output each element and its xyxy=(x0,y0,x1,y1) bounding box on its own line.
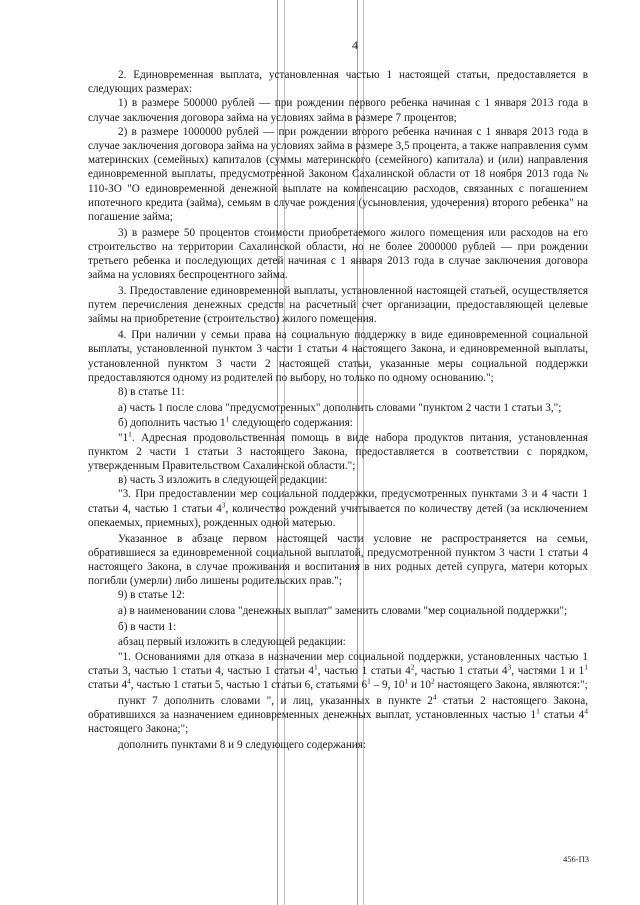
text-run: статьи 4 xyxy=(539,708,585,721)
paragraph: абзац первый изложить в следующей редакции: xyxy=(118,636,346,649)
paragraph: в) часть 3 изложить в следующей редакции: xyxy=(118,474,328,487)
paragraph: 1) в размере 500000 рублей — при рождении первого ребенка начиная с 1 января 2013 года в случае заключения договора займа на условиях займа в размере 7 процентов; xyxy=(88,97,588,124)
text-run: , частью 1 статьи 4 xyxy=(317,664,411,677)
text-run: статьи 4 xyxy=(88,679,128,692)
paragraph: 3) в размере 50 процентов стоимости приобретаемого жилого помещения или расходов на его строительство на территории Сахалинской области, но не более 2000000 рублей — при рождении третьего ребенка и последующих детей начиная с 1 января 2013 года в случае заключения договора займа на условиях беспроцентного займа. xyxy=(88,226,588,282)
superscript: 4 xyxy=(127,676,131,686)
superscript: 1 xyxy=(225,414,230,424)
paragraph: 3. Предоставление единовременной выплаты, установленной настоящей статьей, осуществляется путем перечисления денежных средств на расчетный счет организации, предоставляющей целевые займы на приобретение (строительство) жилого помещения. xyxy=(88,285,588,326)
text-run: , частью 1 статьи 4 xyxy=(414,664,508,677)
text-run: и 10 xyxy=(408,679,431,692)
text-run: пункт 7 дополнить словами ", и лиц, указанных в пункте 2 xyxy=(118,694,433,707)
paragraph: дополнить пунктами 8 и 9 следующего содержания: xyxy=(118,738,367,751)
text-run: "1. Основаниями для отказа в назначении мер социальной поддержки, установленных частью 1 статьи 3, частью 1 статьи 4, частью 1 статьи 4 xyxy=(88,650,588,677)
text-run: настоящего Закона, являются:"; xyxy=(434,679,588,692)
superscript: 1 xyxy=(128,428,132,438)
paragraph: 2) в размере 1000000 рублей — при рождении второго ребенка начиная с 1 января 2013 года в случае заключения договора займа на условиях займа в размере 3,5 процента, а также направления сумм материнских (семейных) капиталов (суммы материнского (семейного) капитала) и (или) направления единовременной выплаты, предусмотренной Законом Сахалинской области от 18 ноября 2013 года № 110-ЗО "О единовременной денежной выплате на компенсацию расходов, связанных с погашением ипотечного кредита (займа), семьям в случае рождения (усыновления, удочерения) второго ребенка" на погашение займа; xyxy=(88,125,588,224)
superscript: 3 xyxy=(507,662,512,672)
document-code: 456-П3 xyxy=(563,854,589,864)
superscript: 4 xyxy=(432,692,437,701)
text-run: , количество рождений учитывается по количеству детей (за исключением опекаемых, приемных), рожденных одной матерью. xyxy=(88,502,588,529)
paragraph: а) часть 1 после слова "предусмотренных" дополнить словами "пунктом 2 части 1 статьи 3,"; xyxy=(118,401,562,414)
paragraph: 4. При наличии у семьи права на социальную поддержку в виде единовременной социальной выплаты, установленной пунктом 3 части 1 статьи 4 настоящего Закона, и единовременной выплаты, установленной пунктом 3 части 2 настоящей статьи, указанные меры социальной поддержки предоставляются одному из родителей по выбору, но только по одному основанию."; xyxy=(88,329,588,384)
text-run: , частями 1 и 1 xyxy=(511,664,585,677)
paragraph: Указанное в абзаце первом настоящей части условие не распространяется на семьи, обратившиеся за единовременной социальной выплатой, предусмотренной пунктом 3 части 1 статьи 4 настоящего Закона, в случае проживания и воспитания в них родных детей супруга, матери которых погибли (умерли) либо лишены родительских прав."; xyxy=(88,532,588,588)
paragraph xyxy=(88,428,588,474)
text-run: , частью 1 статьи 5, частью 1 статьи 6, статьями 6 xyxy=(130,679,368,692)
page-number: 4 xyxy=(352,38,358,52)
paragraph xyxy=(88,694,588,737)
superscript: 1 xyxy=(313,662,318,672)
text-run: – 9, 10 xyxy=(370,679,405,692)
superscript: 2 xyxy=(430,676,435,686)
text-run: статьи 2 настоящего Закона, обратившихся за назначением единовременных денежных выплат, установленных частью 1 xyxy=(88,694,588,721)
superscript: 1 xyxy=(536,706,540,716)
paragraph xyxy=(88,416,588,430)
paragraph xyxy=(88,650,588,693)
superscript: 3 xyxy=(221,499,226,509)
superscript: 4 xyxy=(584,706,588,716)
superscript: 2 xyxy=(410,662,415,672)
text-run: . Адресная продовольственная помощь в виде набора продуктов питания, установленная пунктом 2 части 1 статьи 3 настоящего Закона, предоставляется в соответствии с порядком, утвержденным Правительством Сахалинской области."; xyxy=(88,431,588,472)
paragraph: 8) в статье 11: xyxy=(118,385,185,398)
document-body xyxy=(88,68,588,752)
text-run: "1 xyxy=(118,431,129,444)
superscript: 1 xyxy=(584,662,589,672)
paragraph: 2. Единовременная выплата, установленная частью 1 настоящей статьи, предоставляется в следующих размерах: xyxy=(88,69,588,96)
paragraph xyxy=(88,487,588,530)
superscript: 1 xyxy=(404,676,409,686)
superscript: 1 xyxy=(367,676,371,686)
paragraph: 9) в статье 12: xyxy=(118,589,185,602)
paragraph: а) в наименовании слова "денежных выплат" заменить словами "мер социальной поддержки"; xyxy=(118,605,568,618)
text-run: "3. При предоставлении мер социальной поддержки, предусмотренных пунктами 3 и 4 части 1 статьи 4, частью 1 статьи 4 xyxy=(88,488,588,515)
text-run: б) дополнить частью 1 xyxy=(118,417,226,430)
text-run: настоящего Закона;"; xyxy=(88,723,189,736)
paragraph: б) в части 1: xyxy=(118,620,177,633)
text-run: следующего содержания: xyxy=(229,417,353,430)
